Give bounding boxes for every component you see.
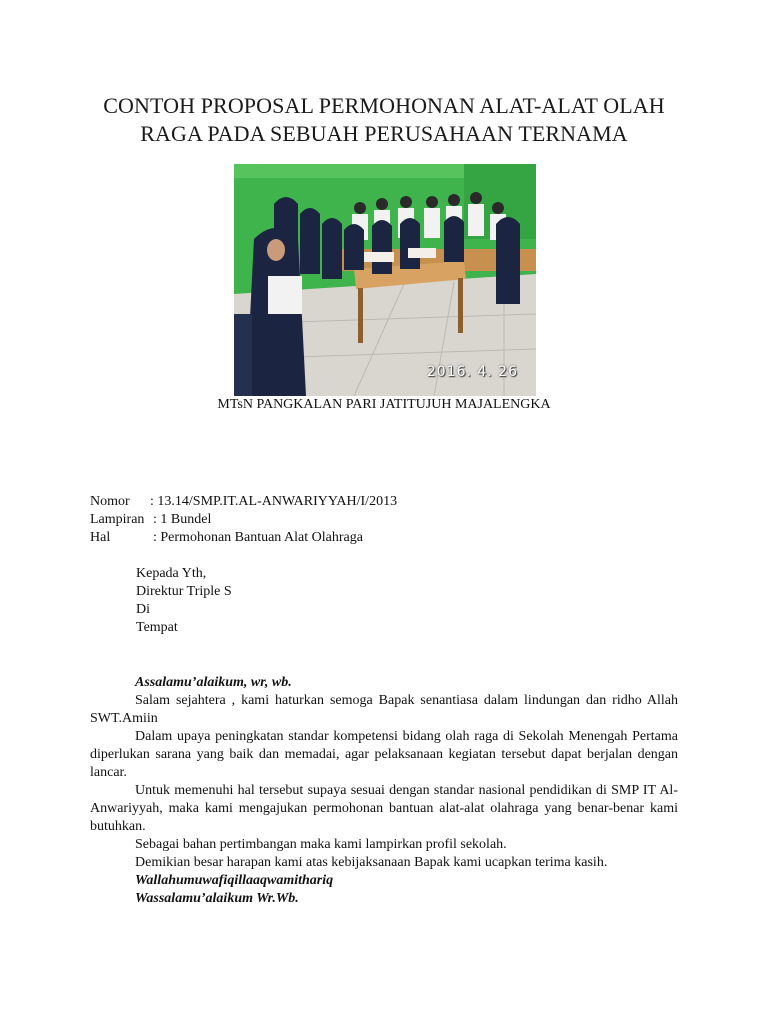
closing-salutation: Wassalamu’alaikum Wr.Wb. <box>135 891 299 906</box>
meta-hal-label: Hal <box>90 530 111 545</box>
school-name: MTsN PANGKALAN PARI JATITUJUH MAJALENGKA <box>217 397 551 412</box>
paragraph: Untuk memenuhi hal tersebut supaya sesuai dengan standar nasional pendidikan di SMP IT Al-Anwariyyah, maka kami mengajukan permohonan bantuan alat-alat olahraga yang benar-benar kami butuhkan. <box>90 783 678 834</box>
greeting: Assalamu’alaikum, wr, wb. <box>135 675 292 690</box>
classroom-photo <box>234 164 536 396</box>
recipient-address <box>136 565 232 637</box>
meta-hal <box>90 529 397 547</box>
meta-lampiran <box>90 511 397 529</box>
meta-nomor-label: Nomor <box>90 494 130 509</box>
paragraph: Dalam upaya peningkatan standar kompetensi bidang olah raga di Sekolah Menengah Pertama diperlukan sarana yang baik dan memadai, agar pelaksanaan kegiatan tersebut dapat berjalan dengan lancar. <box>90 729 678 780</box>
meta-nomor <box>90 493 397 511</box>
address-line: Kepada Yth, <box>136 566 207 581</box>
paragraph: Demikian besar harapan kami atas kebijaksanaan Bapak kami ucapkan terima kasih. <box>135 855 608 870</box>
meta-lampiran-label: Lampiran <box>90 512 145 527</box>
paragraph: Sebagai bahan pertimbangan maka kami lampirkan profil sekolah. <box>135 837 507 852</box>
letter-meta <box>90 493 397 547</box>
address-line: Di <box>136 602 150 617</box>
closing-prayer: Wallahumuwafiqillaaqwamithariq <box>135 873 334 888</box>
meta-nomor-value: : 13.14/SMP.IT.AL-ANWARIYYAH/I/2013 <box>150 494 398 509</box>
meta-lampiran-value: : 1 Bundel <box>153 512 212 527</box>
title-line-2: RAGA PADA SEBUAH PERUSAHAAN TERNAMA <box>140 121 628 146</box>
photo-date-stamp: 2016. 4. 26 <box>426 364 518 380</box>
document-title <box>60 92 708 148</box>
classroom-photo-illustration <box>234 164 536 396</box>
address-line: Tempat <box>136 620 178 635</box>
letter-body <box>90 674 678 908</box>
title-line-1: CONTOH PROPOSAL PERMOHONAN ALAT-ALAT OLAH <box>103 93 665 118</box>
paragraph: Salam sejahtera , kami haturkan semoga Bapak senantiasa dalam lindungan dan ridho Allah SWT.Amiin <box>90 693 678 726</box>
address-line: Direktur Triple S <box>136 584 232 599</box>
meta-hal-value: : Permohonan Bantuan Alat Olahraga <box>153 530 363 545</box>
